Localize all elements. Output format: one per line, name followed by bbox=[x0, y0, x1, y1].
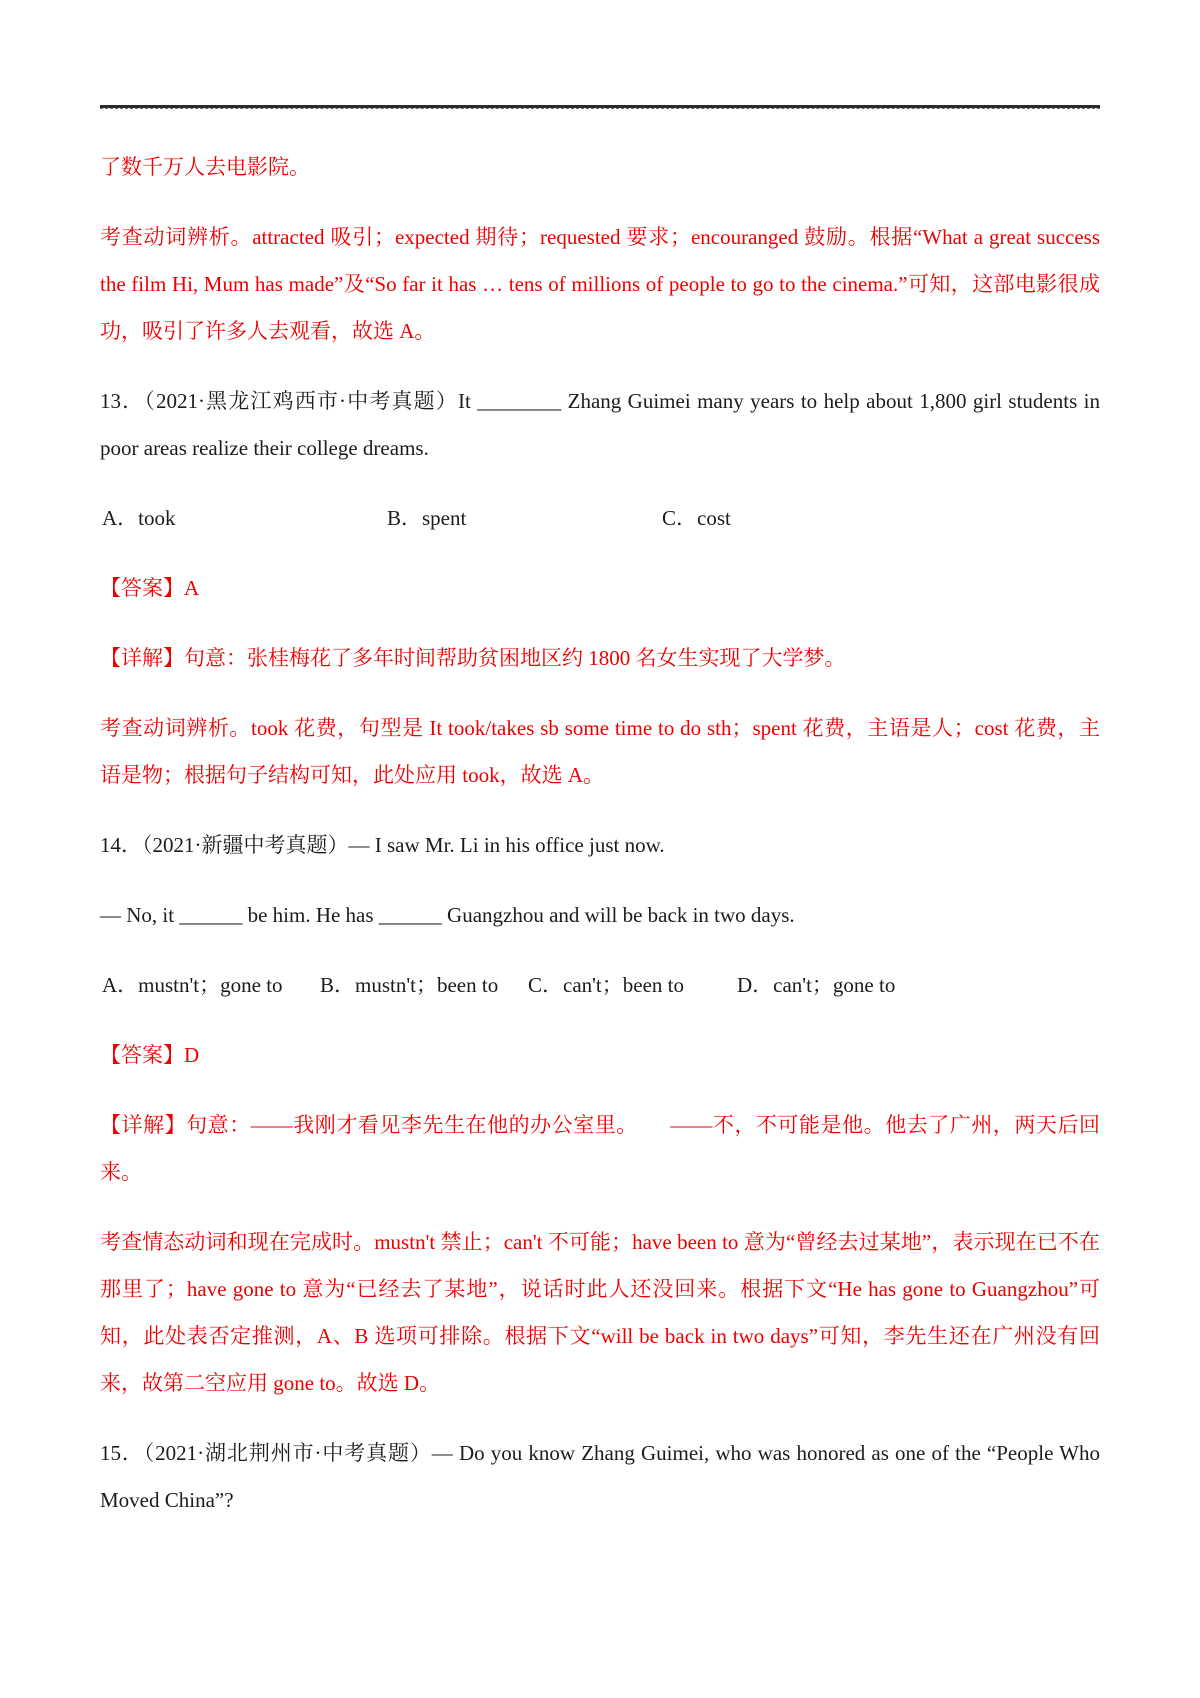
q14-question-line1: 14．（2021·新疆中考真题）— I saw Mr. Li in his office just now. bbox=[100, 833, 665, 857]
q14-answer-line: 【答案】D bbox=[100, 1043, 200, 1067]
q14-option-d: D．can't；gone to bbox=[737, 973, 896, 997]
q14-options-row bbox=[100, 962, 1100, 1009]
q13-option-a: A．took bbox=[102, 506, 176, 530]
q13-option-c: C．cost bbox=[662, 506, 731, 530]
q14-explanation-analysis: 考查情态动词和现在完成时。mustn't 禁止；can't 不可能；have been to 意为“曾经去过某地”，表示现在已不在那里了；have gone to 意为“已经去了某地”，说话时此人还没回来。根据下文“He has gone to Guangzhou”可知，此处表否定推测，A、B 选项可排除。根据下文“will be back in two days”可知，李先生还在广州没有回来，故第二空应用 gone to。故选 D。 bbox=[100, 1230, 1100, 1395]
document-content bbox=[100, 144, 1100, 1524]
q14-explanation-sentence: 【详解】句意：——我刚才看见李先生在他的办公室里。 ——不，不可能是他。他去了广州，两天后回来。 bbox=[100, 1113, 1100, 1184]
q13-explanation-analysis: 考查动词辨析。took 花费，句型是 It took/takes sb some time to do sth；spent 花费，主语是人；cost 花费，主语是物；根据句子结构可知，此处应用 took，故选 A。 bbox=[100, 716, 1100, 787]
header-divider-line bbox=[100, 105, 1100, 109]
q13-options-row bbox=[100, 495, 1100, 542]
q14-option-b: B．mustn't；been to bbox=[320, 973, 499, 997]
q13-option-b: B．spent bbox=[387, 506, 467, 530]
q14-option-c: C．can't；been to bbox=[528, 973, 684, 997]
q12-sentence-tail: 了数千万人去电影院。 bbox=[100, 155, 310, 179]
q13-explanation-sentence: 【详解】句意：张桂梅花了多年时间帮助贫困地区约 1800 名女生实现了大学梦。 bbox=[100, 646, 846, 670]
q12-analysis: 考查动词辨析。attracted 吸引；expected 期待；requested 要求；encouranged 鼓励。根据“What a great success the film Hi, Mum has made”及“So far it has … tens of millions of people to go to the cinema.”可知，这部电影很成功，吸引了许多人去观看，故选 A。 bbox=[100, 225, 1101, 343]
q15-question: 15．（2021·湖北荆州市·中考真题）— Do you know Zhang Guimei, who was honored as one of the “People Who Moved China”? bbox=[100, 1441, 1100, 1512]
q13-question: 13．（2021·黑龙江鸡西市·中考真题）It ________ Zhang Guimei many years to help about 1,800 girl students in poor areas realize their college dreams. bbox=[100, 389, 1100, 460]
q14-question-line2: — No, it ______ be him. He has ______ Guangzhou and will be back in two days. bbox=[100, 903, 795, 927]
q14-option-a: A．mustn't；gone to bbox=[102, 973, 283, 997]
q13-answer-line: 【答案】A bbox=[100, 576, 200, 600]
